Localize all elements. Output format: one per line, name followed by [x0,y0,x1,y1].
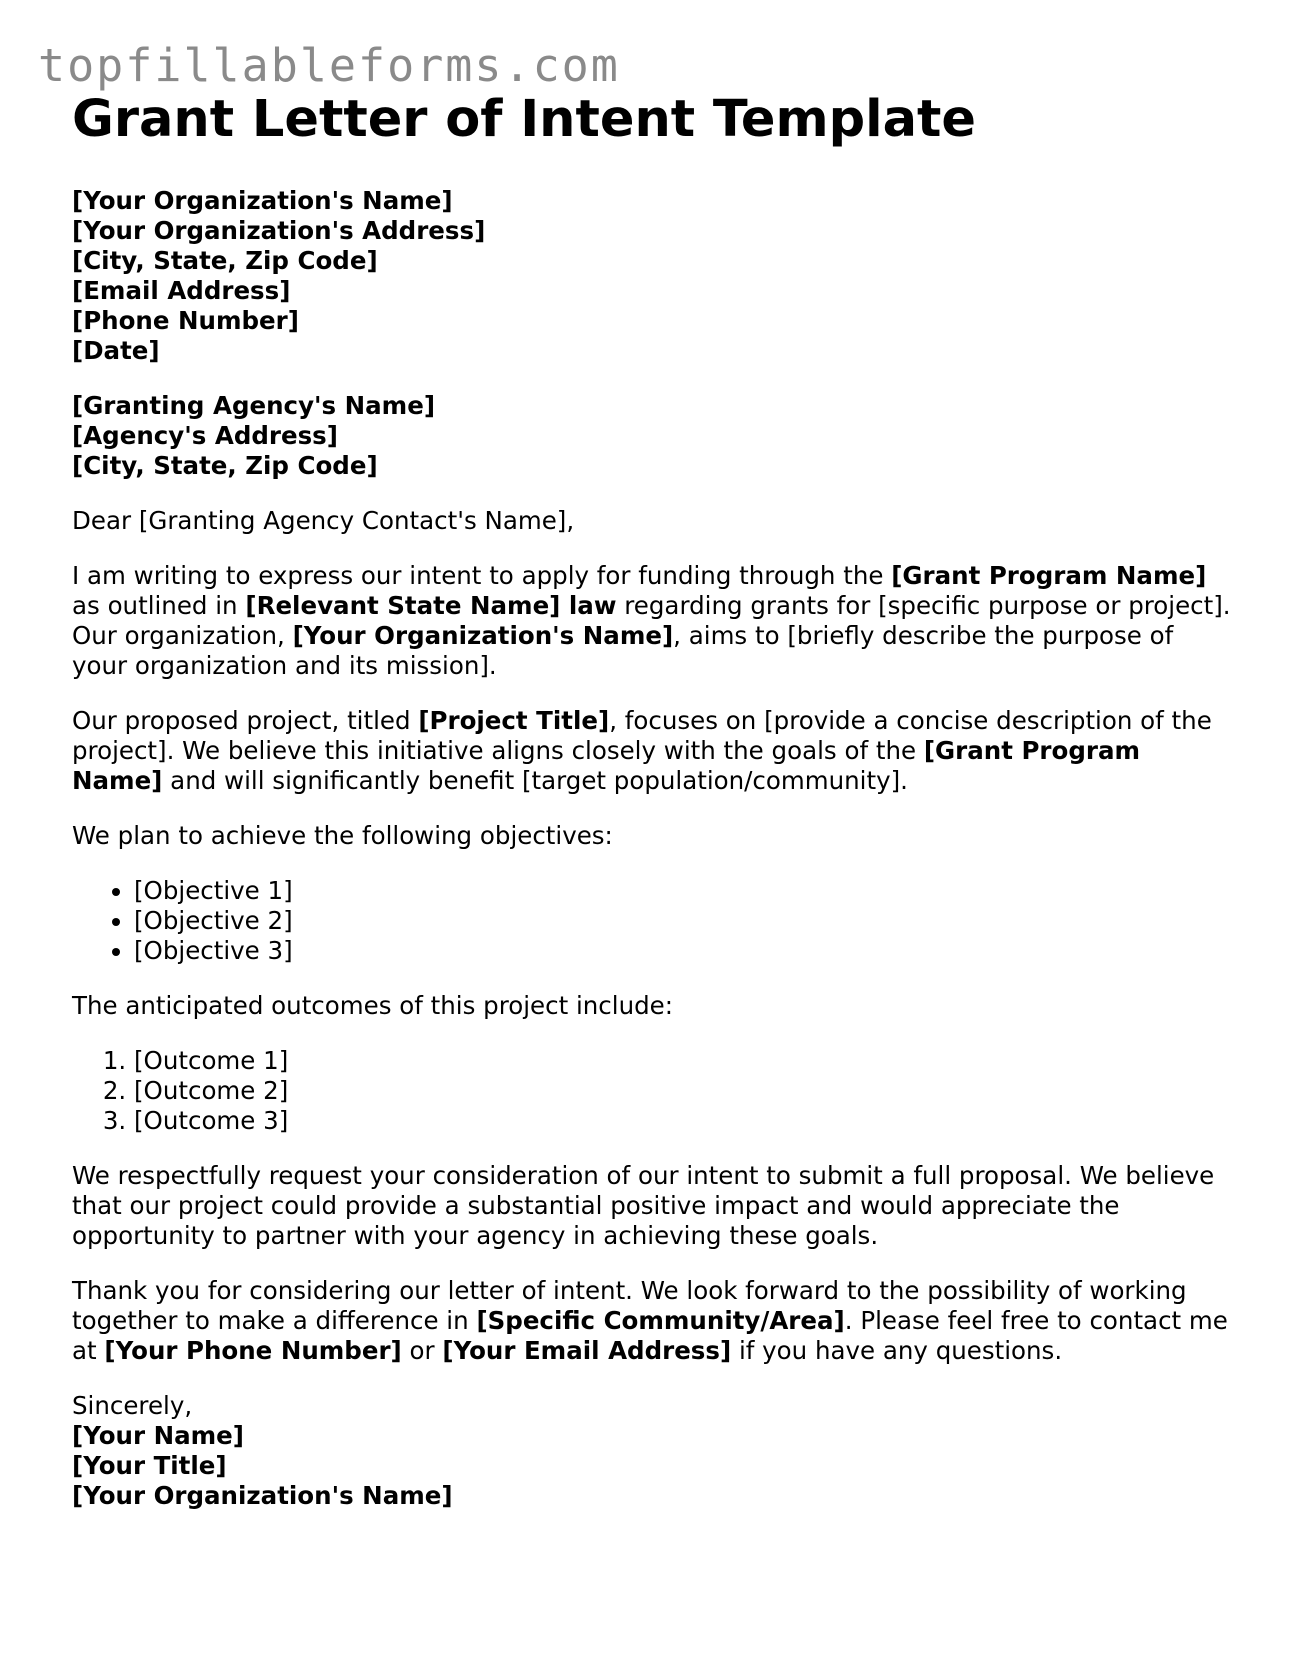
relevant-state-law: [Relevant State Name] law [245,591,617,620]
project-text-2: , focuses on [provide a concise description of the project]. We believe this initiative aligns closely with the goals of the [72,706,1212,765]
request-paragraph: We respectfully request your consideration of our intent to submit a full proposal. We believe that our project could provide a substantial positive impact and would appreciate the opportunity to partner with your agency in achieving these goals. [72,1161,1215,1250]
project-paragraph [72,706,1232,796]
objective-item: • [Objective 1] [134,876,1232,906]
recipient-address-block [72,391,1232,481]
contact-email: [Your Email Address] [442,1336,732,1365]
recipient-city-state-zip: [City, State, Zip Code] [72,451,378,480]
thanks-text-2: . Please feel free to contact me at [72,1306,1228,1365]
thanks-paragraph [72,1276,1232,1366]
outcome-item: 3. [Outcome 3] [134,1106,1232,1136]
closing-sincerely: Sincerely, [72,1391,193,1420]
intro-text-2: as outlined in [72,591,246,620]
sender-org-name: [Your Organization's Name] [72,186,453,215]
intro-text-4: , aims to [briefly describe the purpose of your organization and its mission]. [72,621,1174,680]
sender-phone: [Phone Number] [72,306,299,335]
outcome-item: 2. [Outcome 2] [134,1076,1232,1106]
contact-phone: [Your Phone Number] [104,1336,402,1365]
recipient-address: [Agency's Address] [72,421,338,450]
objectives-intro: We plan to achieve the following objectives: [72,821,613,850]
sender-address: [Your Organization's Address] [72,216,486,245]
recipient-agency-name: [Granting Agency's Name] [72,391,436,420]
objective-item: • [Objective 2] [134,906,1232,936]
objective-item: • [Objective 3] [134,936,1232,966]
thanks-text-4: if you have any questions. [731,1336,1063,1365]
signature-block [72,1391,1232,1511]
intro-text-1: I am writing to express our intent to apply for funding through the [72,561,892,590]
project-text-1: Our proposed project, titled [72,706,419,735]
sender-address-block [72,186,1232,366]
outcomes-list [72,1046,1232,1136]
thanks-text-3: or [401,1336,443,1365]
project-text-3: and will significantly benefit [target population/community]. [162,766,908,795]
sender-city-state-zip: [City, State, Zip Code] [72,246,378,275]
salutation: Dear [Granting Agency Contact's Name], [72,506,575,535]
grant-program-name: [Grant Program Name] [891,561,1207,590]
outcome-item: 1. [Outcome 1] [134,1046,1232,1076]
thanks-text-1: Thank you for considering our letter of intent. We look forward to the possibility of working together to make a difference in [72,1276,1187,1335]
signer-org-name: [Your Organization's Name] [72,1481,453,1510]
intro-paragraph [72,561,1232,681]
letter-date: [Date] [72,336,160,365]
signer-name: [Your Name] [72,1421,244,1450]
objectives-list [72,876,1232,966]
outcomes-intro: The anticipated outcomes of this project include: [72,991,673,1020]
letter-document [72,90,1232,1511]
intro-text-3: regarding grants for [specific purpose or project]. Our organization, [72,591,1231,650]
document-title: Grant Letter of Intent Template [72,90,977,149]
grant-program-name-2: [Grant Program Name] [72,736,1141,795]
sender-email: [Email Address] [72,276,291,305]
specific-community: [Specific Community/Area] [476,1306,845,1335]
signer-title: [Your Title] [72,1451,227,1480]
project-title: [Project Title] [418,706,610,735]
site-watermark: topfillableforms.com [38,39,620,92]
organization-name-inline: [Your Organization's Name] [292,621,674,650]
